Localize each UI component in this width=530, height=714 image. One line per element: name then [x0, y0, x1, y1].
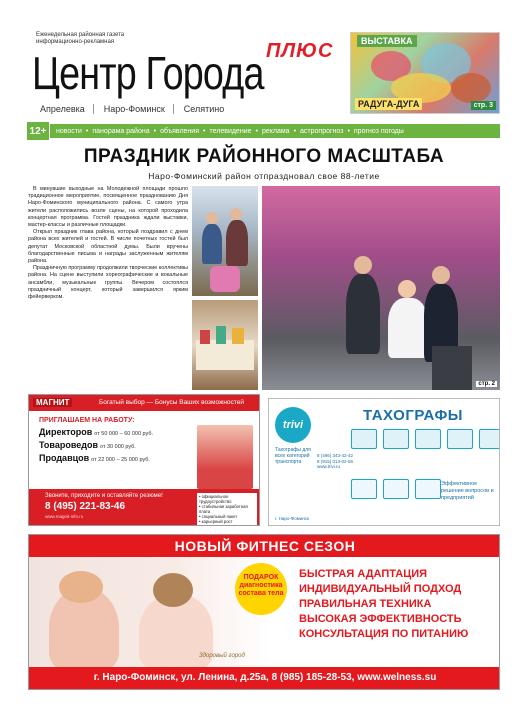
town-item: Наро-Фоминск: [104, 104, 174, 114]
trivi-note: Эффективное решение вопросов и предприятий: [441, 481, 494, 501]
fitness-benefits: [299, 567, 499, 642]
magnit-employee-photo: [197, 425, 253, 489]
photo-crafts-table: [192, 300, 258, 390]
nav-item-news[interactable]: новости: [56, 127, 82, 135]
article-paragraph: В минувшие выходные на Молодежной площади прошло традиционное мероприятие, посвященное празднованию Дня Наро-Фоминского муниципального района. С самого утра жители расположились возле сцены, на которой проходила концертная программа. Гостей праздника ждали выставки, мастер-классы и различные площадки.: [28, 186, 188, 229]
magnit-benefits: • официальное трудоустройство • стабильная заработная плата • социальный пакет • карьерный рост: [197, 493, 257, 525]
vacancy-title: ПРИГЛАШАЕМ НА РАБОТУ:: [39, 417, 135, 424]
nav-item-weather[interactable]: прогноз погоды: [353, 127, 404, 135]
trivi-logo: trivi: [275, 407, 311, 443]
article-subhead: Наро-Фоминский район отпраздновал свое 88-летие: [148, 171, 380, 181]
promo-page-ref: стр. 3: [471, 101, 496, 110]
fitness-banner: НОВЫЙ ФИТНЕС СЕЗОН: [29, 535, 500, 557]
document-icon: [351, 479, 377, 499]
article-paragraph: Открыл праздник глава района, который поздравил с днем района всех жителей и гостей. В числе почетных гостей был депутат Московской областной думы. Были вручены благодарственные письма и награды заслуженным жителям района.: [28, 229, 188, 265]
photo-stage-ceremony: [262, 186, 500, 390]
newspaper-logo[interactable]: Центр Города: [32, 47, 264, 99]
tachograph-icon: [415, 429, 441, 449]
id-card-icon: [383, 479, 409, 499]
trivi-title: ТАХОГРАФЫ: [363, 407, 463, 424]
magnit-slogan: Богатый выбор — Бонусы Ваших возможностей: [99, 399, 244, 406]
fitness-club-logo: Здоровый город: [199, 653, 245, 659]
fitness-contact-footer[interactable]: г. Наро-Фоминск, ул. Ленина, д.25а, 8 (985) 185-28-53, www.welness.su: [29, 667, 500, 689]
trivi-address: г. Наро-Фоминск: [275, 516, 310, 521]
town-item: Апрелевка: [40, 104, 94, 114]
photo-page-ref: стр. 2: [478, 381, 495, 387]
gps-icon: [447, 429, 473, 449]
masthead: [28, 32, 348, 122]
nav-item-panorama[interactable]: панорама района: [92, 127, 150, 135]
magnit-phone[interactable]: 8 (495) 221-83-46: [45, 501, 126, 512]
trivi-contacts[interactable]: 8 (496) 343-42-42 8 (915) 013-02-56 www.trivi.ru: [317, 453, 354, 469]
article-headline: ПРАЗДНИК РАЙОННОГО МАСШТАБА: [83, 146, 445, 167]
truck-icon: [351, 429, 377, 449]
ad-fitness-season[interactable]: [28, 534, 500, 690]
trivi-slogan: Тахографы для всех категорий транспорта: [275, 447, 311, 465]
fitness-benefit: ИНДИВИДУАЛЬНЫЙ ПОДХОД: [299, 583, 462, 595]
ad-magnit-vacancies[interactable]: [28, 394, 260, 526]
town-item: Селятино: [183, 104, 225, 114]
nav-item-ads[interactable]: объявления: [160, 127, 199, 135]
promo-exhibition[interactable]: [350, 32, 500, 114]
fitness-benefit: ПРАВИЛЬНАЯ ТЕХНИКА: [299, 598, 432, 610]
promo-subtitle: РАДУГА-ДУГА: [355, 98, 422, 110]
fitness-benefit: КОНСУЛЬТАЦИЯ ПО ПИТАНИЮ: [299, 628, 469, 640]
age-rating-badge: 12+: [26, 121, 50, 141]
vacancy-row: Товароведов от 30 000 руб.: [39, 440, 136, 450]
fitness-benefit: ВЫСОКАЯ ЭФФЕКТИВНОСТЬ: [299, 613, 462, 625]
nav-item-reklama[interactable]: реклама: [261, 127, 290, 135]
nav-item-tv[interactable]: телевидение: [209, 127, 252, 135]
nav-item-astro[interactable]: астропрогноз: [300, 127, 344, 135]
masthead-tagline: Еженедельная районная газета информационно-рекламная: [36, 32, 125, 45]
magnit-website[interactable]: www.magnit-info.ru: [45, 514, 84, 519]
fitness-benefit: БЫСТРАЯ АДАПТАЦИЯ: [299, 568, 428, 580]
nav-items: новости • панорама района • объявления • телевидение • реклама • астропрогноз • прогноз погоды: [56, 127, 404, 135]
promo-title: ВЫСТАВКА: [357, 35, 417, 47]
fitness-gift-badge: ПОДАРОК диагностика состава тела: [235, 563, 287, 615]
trivi-service-icons: [351, 429, 500, 449]
section-navbar: [28, 124, 500, 138]
photo-family: [192, 186, 258, 296]
tools-icon: [415, 479, 441, 499]
vacancy-row: Продавцов от 22 000 – 25 000 руб.: [39, 453, 150, 463]
article-paragraph: Праздничную программу продолжили творческие коллективы района. На сцене выступили хореографические и вокальные ансамбли, музыкальные группы. Вечером состоялся праздничный концерт, который завершился ярким фейерверком.: [28, 265, 188, 301]
bus-icon: [479, 429, 500, 449]
ad-trivi-tachographs[interactable]: [268, 398, 500, 526]
towns-list: [40, 104, 232, 114]
logo-plus: ПЛЮС: [266, 40, 334, 62]
vacancy-row: Директоров от 50 000 – 60 000 руб.: [39, 427, 154, 437]
magnit-logo: МАГНИТ: [33, 398, 72, 407]
trivi-service-icons-2: [351, 479, 441, 499]
card-icon: [383, 429, 409, 449]
magnit-phone-label: Звоните, приходите и оставляйте резюме!: [45, 493, 163, 499]
